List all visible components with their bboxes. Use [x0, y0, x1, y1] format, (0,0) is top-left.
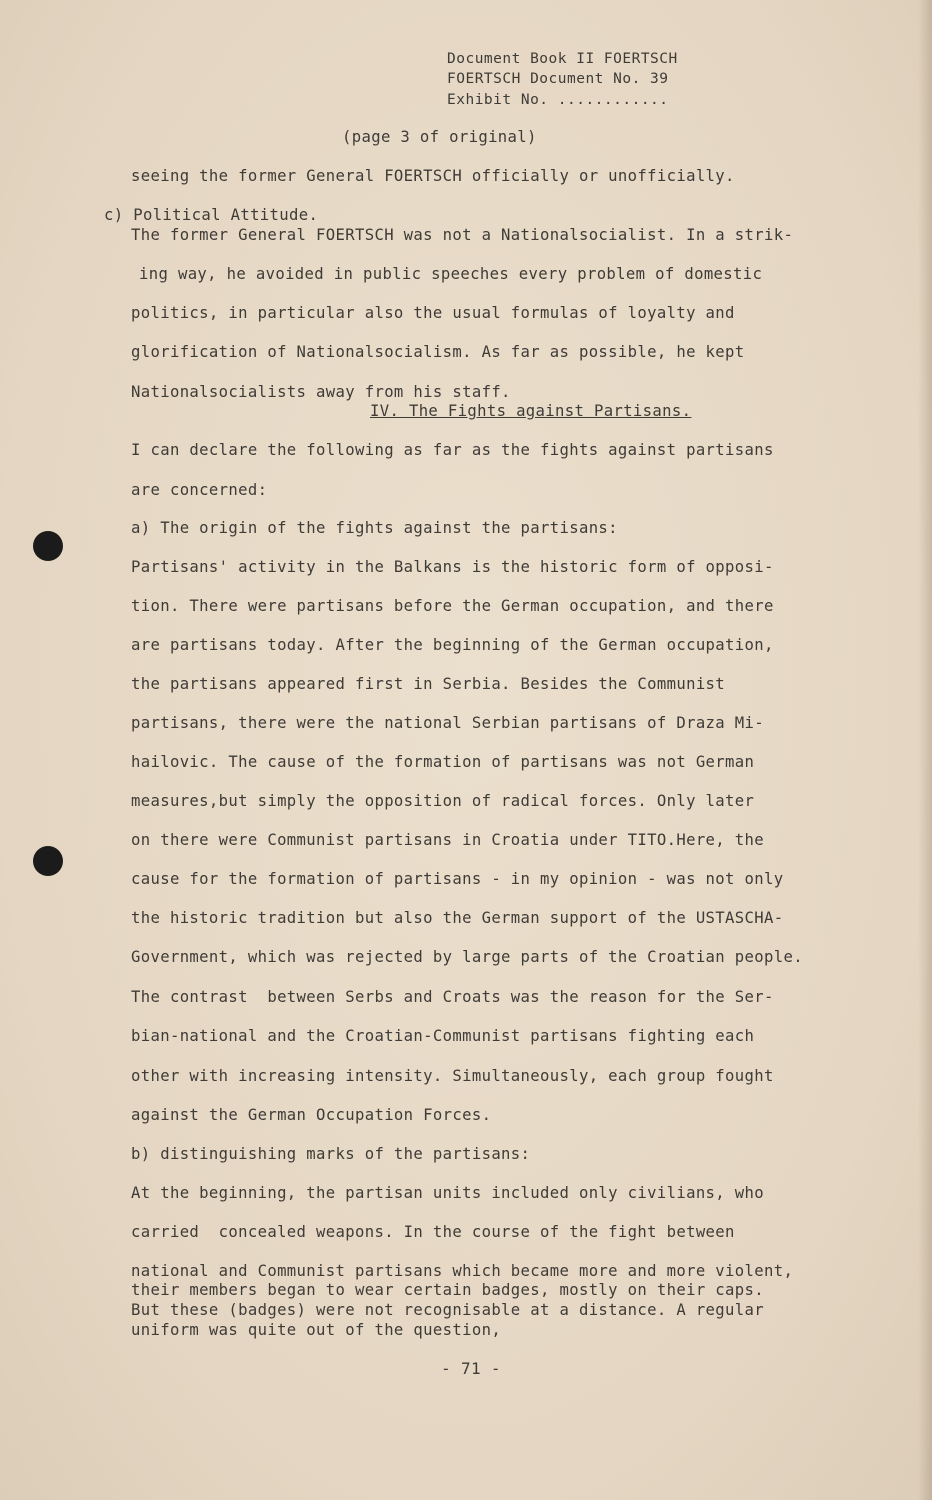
header-document-number: FOERTSCH Document No. 39	[447, 71, 669, 87]
body-line: seeing the former General FOERTSCH officially or unofficially.	[131, 167, 735, 185]
body-line: other with increasing intensity. Simultaneously, each group fought	[131, 1067, 774, 1085]
section-heading-fights-against-partisans: IV. The Fights against Partisans.	[370, 402, 692, 420]
body-line: glorification of Nationalsocialism. As far as possible, he kept	[131, 343, 745, 361]
body-line: are concerned:	[131, 481, 268, 499]
body-line: carried concealed weapons. In the course of the fight between	[131, 1223, 735, 1241]
header-exhibit-number: Exhibit No. ............	[447, 92, 669, 108]
subheading-distinguishing-marks: b) distinguishing marks of the partisans:	[131, 1145, 531, 1163]
body-line: The contrast between Serbs and Croats was the reason for the Ser-	[131, 988, 774, 1006]
header-document-book: Document Book II FOERTSCH	[447, 51, 678, 67]
punch-hole-top	[33, 531, 63, 561]
body-line: politics, in particular also the usual formulas of loyalty and	[131, 304, 735, 322]
body-line: hailovic. The cause of the formation of partisans was not German	[131, 753, 755, 771]
body-line: But these (badges) were not recognisable at a distance. A regular	[131, 1301, 764, 1319]
page-reference: (page 3 of original)	[342, 128, 537, 146]
body-line: are partisans today. After the beginning of the German occupation,	[131, 636, 774, 654]
body-line: Partisans' activity in the Balkans is the historic form of opposi-	[131, 558, 774, 576]
page-edge-shadow	[918, 0, 932, 1500]
body-line: I can declare the following as far as the fights against partisans	[131, 441, 774, 459]
body-line: against the German Occupation Forces.	[131, 1106, 492, 1124]
punch-hole-bottom	[33, 846, 63, 876]
section-heading-political-attitude: c) Political Attitude.	[104, 206, 319, 224]
body-line: national and Communist partisans which became more and more violent,	[131, 1262, 794, 1280]
body-line: their members began to wear certain badges, mostly on their caps.	[131, 1281, 764, 1299]
subheading-origin-of-fights: a) The origin of the fights against the partisans:	[131, 519, 618, 537]
page-number: - 71 -	[441, 1359, 501, 1378]
body-line: the partisans appeared first in Serbia. Besides the Communist	[131, 675, 726, 693]
body-line: tion. There were partisans before the German occupation, and there	[131, 597, 774, 615]
body-line: At the beginning, the partisan units included only civilians, who	[131, 1184, 764, 1202]
body-line: Government, which was rejected by large parts of the Croatian people.	[131, 948, 803, 966]
body-line: uniform was quite out of the question,	[131, 1321, 502, 1339]
body-line: ing way, he avoided in public speeches every problem of domestic	[139, 265, 763, 283]
body-line: partisans, there were the national Serbian partisans of Draza Mi-	[131, 714, 764, 732]
body-line: on there were Communist partisans in Croatia under TITO.Here, the	[131, 831, 764, 849]
body-line: the historic tradition but also the German support of the USTASCHA-	[131, 909, 784, 927]
body-line: measures,but simply the opposition of radical forces. Only later	[131, 792, 755, 810]
body-line: Nationalsocialists away from his staff.	[131, 383, 511, 401]
body-line: cause for the formation of partisans - in my opinion - was not only	[131, 870, 784, 888]
body-line: bian-national and the Croatian-Communist partisans fighting each	[131, 1027, 755, 1045]
body-line: The former General FOERTSCH was not a Nationalsocialist. In a strik-	[131, 226, 794, 244]
